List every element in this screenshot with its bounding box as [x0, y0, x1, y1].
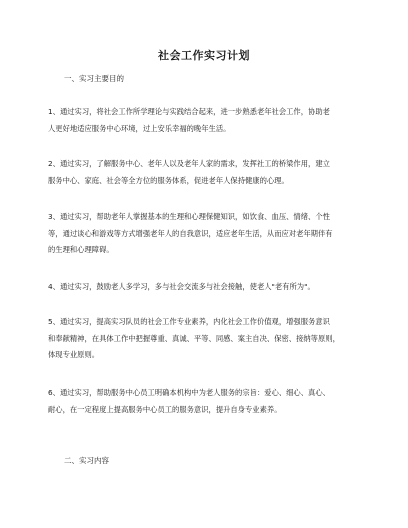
paragraph-2 [48, 156, 364, 189]
document-title: 社会工作实习计划 [158, 49, 250, 62]
paragraph-line: 6、通过实习，帮助服务中心员工明确本机构中为老人服务的宗旨：爱心、细心、真心、 [48, 388, 330, 397]
section-heading-content: 二、实习内容 [64, 456, 109, 465]
paragraph-line: 3、通过实习，帮助老年人掌握基本的生理和心理保健知识，如饮食、血压、情绪、个性 [48, 212, 330, 221]
paragraph-line: 等，通过谈心和游戏等方式增强老年人的自我意识，适应老年生活，从而应对老年期伴有 [48, 228, 333, 238]
paragraph-line: 人更好地适应服务中心环境，过上安乐幸福的晚年生活。 [48, 123, 231, 133]
paragraph-4 [48, 279, 364, 296]
paragraph-line: 4、通过实习，鼓励老人多学习，多与社会交流多与社会接触，使老人"老有所为"。 [48, 282, 315, 291]
paragraph-line: 服务中心、家庭、社会等全方位的服务体系，促进老年人保持健康的心理。 [48, 175, 289, 185]
paragraph-line: 1、通过实习，将社会工作所学理论与实践结合起来，进一步熟悉老年社会工作，协助老 [48, 107, 330, 116]
section-heading-goals: 一、实习主要目的 [64, 74, 124, 83]
paragraph-1 [48, 104, 364, 137]
paragraph-line: 的生理和心理障碍。 [48, 245, 114, 254]
paragraph-line: 和奉献精神，在具体工作中把握尊重、真诚、平等、同感、案主自决、保密、接纳等原则， [48, 333, 340, 343]
paragraph-6 [48, 385, 364, 418]
paragraph-line: 耐心，在一定程度上提高服务中心员工的服务意识，提升自身专业素养。 [48, 404, 282, 414]
paragraph-line: 5、通过实习，提高实习队员的社会工作专业素养，内化社会工作价值观，增强服务意识 [48, 317, 330, 326]
paragraph-line: 2、通过实习，了解服务中心、老年人以及老年人家的需求，发挥社工的桥梁作用，建立 [48, 159, 330, 168]
paragraph-3 [48, 209, 364, 259]
paragraph-line: 体现专业原则。 [48, 350, 100, 359]
paragraph-5 [48, 314, 364, 364]
